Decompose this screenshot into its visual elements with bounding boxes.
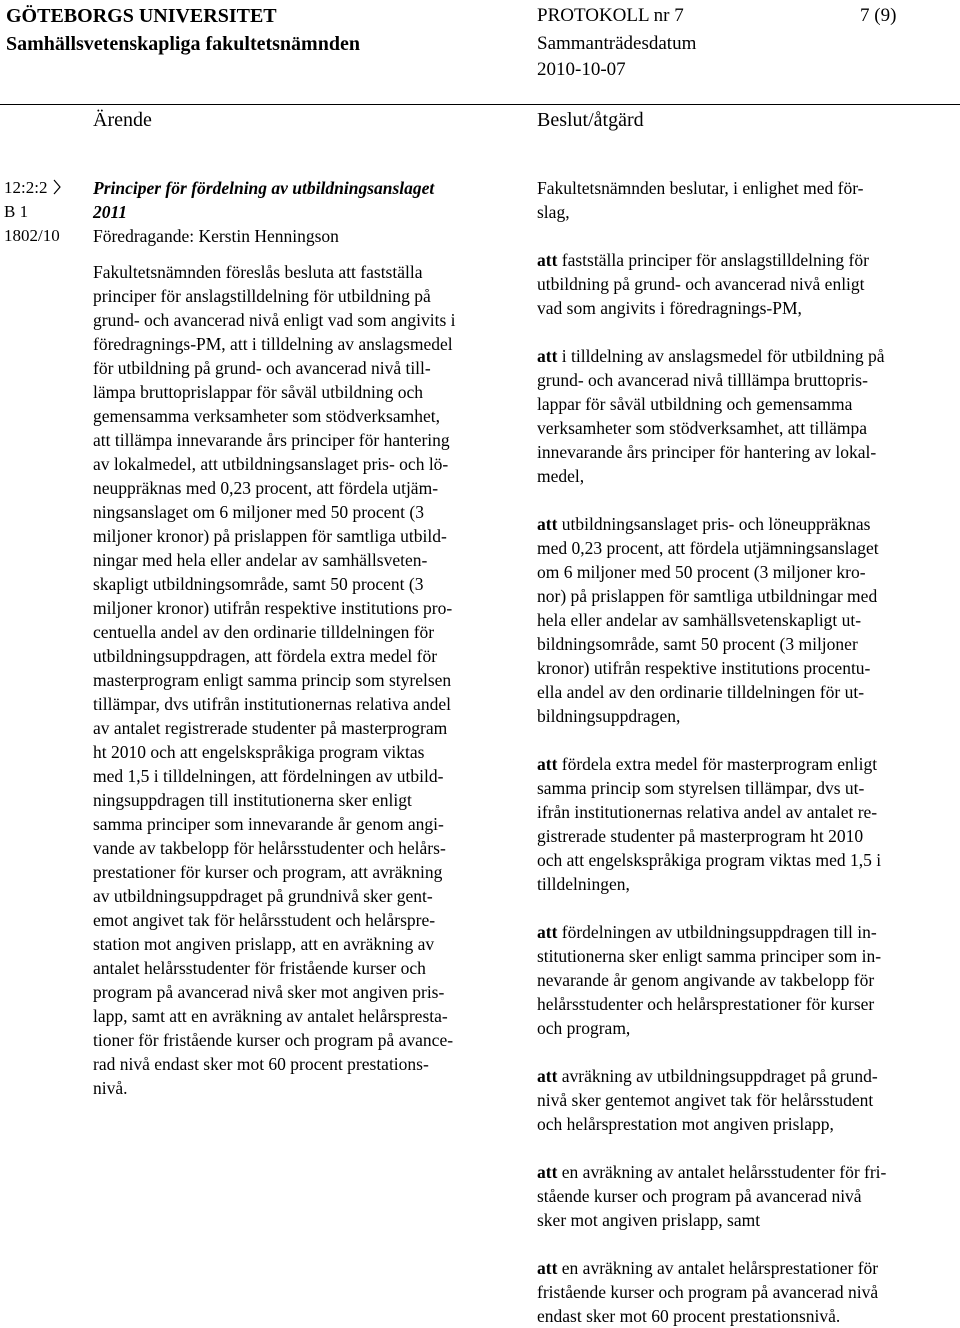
proposal-line: gemensamma verksamheter som stödverksamhet, — [93, 406, 440, 426]
proposal-line: skapligt utbildningsområde, samt 50 procent (3 — [93, 574, 424, 594]
proposal-text — [93, 260, 523, 1100]
matter-column — [93, 176, 523, 1100]
proposal-line: för utbildning på grund- och avancerad nivå till- — [93, 358, 431, 378]
decision-line — [537, 1064, 957, 1088]
decision-paragraph — [537, 248, 957, 320]
proposal-line: program på avancerad nivå sker mot angiven pris- — [93, 982, 445, 1002]
item-title-line: Principer för fördelning av utbildningsanslaget — [93, 178, 435, 198]
proposal-line: emot angivet tak för helårsstudent och helårspre- — [93, 910, 436, 930]
page-number: 7 (9) — [860, 5, 897, 26]
decision-line: och att engelskspråkiga program viktas med 1,5 i — [537, 850, 882, 870]
decision-paragraph — [537, 1064, 957, 1136]
proposal-line: station mot angiven prislapp, att en avräkning av — [93, 934, 435, 954]
column-heading-matter: Ärende — [93, 109, 152, 131]
decision-line — [537, 920, 957, 944]
proposal-line: samma principer som innevarande år genom angi- — [93, 814, 444, 834]
meeting-date: 2010-10-07 — [537, 59, 626, 80]
decision-line: grund- och avancerad nivå tilllämpa bruttopris- — [537, 370, 868, 390]
decision-line-text: en avräkning av antalet helårsprestationer för — [557, 1258, 879, 1278]
decision-line — [537, 248, 957, 272]
proposal-line: tioner för fristående kurser och program på avance- — [93, 1030, 454, 1050]
proposal-line: av lokalmedel, att utbildningsanslaget pris- och lö- — [93, 454, 449, 474]
decision-column — [537, 176, 957, 1328]
decision-line-text: fördelningen av utbildningsuppdragen till in- — [557, 922, 877, 942]
proposal-line: ningsanslaget om 6 miljoner med 50 procent (3 — [93, 502, 424, 522]
faculty-board-name: Samhällsvetenskapliga fakultetsnämnden — [6, 33, 360, 55]
decision-intro — [537, 176, 957, 224]
item-reference — [4, 176, 61, 248]
proposal-line: med 1,5 i tilldelningen, att fördelningen av utbild- — [93, 766, 444, 786]
decision-line: fristående kurser och program på avancerad nivå — [537, 1282, 879, 1302]
decision-line: lappar för såväl utbildning och gemensamma — [537, 394, 853, 414]
proposal-line: ningsuppdragen till institutionerna sker enligt — [93, 790, 412, 810]
decision-line: ifrån institutionernas relativa andel av antalet re- — [537, 802, 878, 822]
decision-line-text: avräkning av utbildningsuppdraget på grund- — [557, 1066, 878, 1086]
proposal-line: prestationer för kurser och program, att avräkning — [93, 862, 443, 882]
decision-line — [537, 1256, 957, 1280]
item-number: 12:2:2 — [4, 178, 48, 197]
proposal-line: nivå. — [93, 1078, 128, 1098]
proposal-line: av antalet registrerade studenter på masterprogram — [93, 718, 448, 738]
decision-keyword: att — [537, 1258, 558, 1278]
protocol-number: PROTOKOLL nr 7 — [537, 5, 684, 26]
proposal-line: tillämpar, dvs utifrån institutionernas relativa andel — [93, 694, 451, 714]
proposal-line: vande av takbelopp för helårsstudenter och helårs- — [93, 838, 446, 858]
item-title — [93, 176, 523, 224]
header-rule — [0, 104, 960, 105]
decision-line: tilldelningen, — [537, 874, 630, 894]
item-diary-number: 1802/10 — [4, 226, 60, 245]
decision-line: nevarande år genom angivande av takbelopp för — [537, 970, 875, 990]
proposal-line: lämpa bruttoprislappar för såväl utbildning och — [93, 382, 423, 402]
decision-line: stående kurser och program på avancerad nivå — [537, 1186, 862, 1206]
decision-line: med 0,23 procent, att fördela utjämningsanslaget — [537, 538, 879, 558]
decision-keyword: att — [537, 754, 558, 774]
decision-line: vad som angivits i föredragnings-PM, — [537, 298, 802, 318]
decision-line: sker mot angiven prislapp, samt — [537, 1210, 761, 1230]
decision-paragraph — [537, 512, 957, 728]
university-name: GÖTEBORGS UNIVERSITET — [6, 5, 277, 27]
decision-keyword: att — [537, 250, 558, 270]
decision-line: om 6 miljoner med 50 procent (3 miljoner kro- — [537, 562, 866, 582]
decision-line — [537, 752, 957, 776]
decision-line-text: fastställa principer för anslagstilldelning för — [557, 250, 869, 270]
decision-line: och program, — [537, 1018, 631, 1038]
decision-line: gistrerade studenter på masterprogram ht 2010 — [537, 826, 864, 846]
decision-line: utbildning på grund- och avancerad nivå enligt — [537, 274, 865, 294]
proposal-line: antalet helårsstudenter för fristående kurser och — [93, 958, 426, 978]
proposal-line: masterprogram enligt samma princip som styrelsen — [93, 670, 452, 690]
decision-paragraph — [537, 752, 957, 896]
decision-line: ella andel av den ordinarie tilldelningen för ut- — [537, 682, 865, 702]
proposal-line: grund- och avancerad nivå enligt vad som angivits i — [93, 310, 456, 330]
decision-line: verksamheter som stödverksamhet, att tillämpa — [537, 418, 867, 438]
proposal-line: neuppräknas med 0,23 procent, att fördela utjäm- — [93, 478, 439, 498]
decision-line: och helårsprestation mot angiven prislapp, — [537, 1114, 834, 1134]
column-heading-decision: Beslut/åtgärd — [537, 109, 644, 131]
item-title-line: 2011 — [93, 202, 128, 222]
decision-paragraph — [537, 344, 957, 488]
decision-keyword: att — [537, 922, 558, 942]
meeting-date-label: Sammanträdesdatum — [537, 33, 697, 54]
decision-line: helårsstudenter och helårsprestationer för kurser — [537, 994, 875, 1014]
decision-line-text: fördela extra medel för masterprogram enligt — [557, 754, 878, 774]
item-code: B 1 — [4, 202, 29, 221]
decision-line: nor) på prislappen för samtliga utbildningar med — [537, 586, 878, 606]
proposal-line: ningar med hela eller andelar av samhällsveten- — [93, 550, 428, 570]
decision-line: bildningsuppdragen, — [537, 706, 681, 726]
proposal-line: miljoner kronor) utifrån respektive institutions pro- — [93, 598, 453, 618]
decision-line — [537, 344, 957, 368]
decision-keyword: att — [537, 1162, 558, 1182]
proposal-line: föredragnings-PM, att i tilldelning av anslagsmedel — [93, 334, 453, 354]
decision-line: bildningsområde, samt 50 procent (3 miljoner — [537, 634, 858, 654]
decision-line-text: utbildningsanslaget pris- och löneuppräknas — [557, 514, 871, 534]
decision-line — [537, 512, 957, 536]
decision-line: kronor) utifrån respektive institutions procentu- — [537, 658, 871, 678]
decision-line — [537, 1160, 957, 1184]
decision-intro-line: slag, — [537, 202, 570, 222]
proposal-line: miljoner kronor) på prislappen för samtliga utbild- — [93, 526, 447, 546]
decision-line: innevarande års principer för hantering av lokal- — [537, 442, 877, 462]
decision-keyword: att — [537, 514, 558, 534]
decision-paragraph — [537, 920, 957, 1040]
decision-line-text: en avräkning av antalet helårsstudenter för fri- — [557, 1162, 887, 1182]
proposal-line: principer för anslagstilldelning för utbildning på — [93, 286, 431, 306]
proposal-line: rad nivå endast sker mot 60 procent prestations- — [93, 1054, 429, 1074]
proposal-line: ht 2010 och att engelskspråkiga program viktas — [93, 742, 425, 762]
proposal-line: Fakultetsnämnden föreslås besluta att fastställa — [93, 262, 423, 282]
presenter: Föredragande: Kerstin Henningson — [93, 226, 339, 246]
decision-paragraph — [537, 1160, 957, 1232]
decision-line: samma princip som styrelsen tillämpar, dvs ut- — [537, 778, 865, 798]
decision-paragraph — [537, 1256, 957, 1328]
decision-keyword: att — [537, 346, 558, 366]
pointer-arrow-icon — [53, 179, 61, 195]
decision-line: endast sker mot 60 procent prestationsnivå. — [537, 1306, 841, 1326]
proposal-line: utbildningsuppdragen, att fördela extra medel för — [93, 646, 438, 666]
proposal-line: att tillämpa innevarande års principer för hantering — [93, 430, 450, 450]
proposal-line: centuella andel av den ordinarie tilldelningen för — [93, 622, 435, 642]
proposal-line: av utbildningsuppdraget på grundnivå sker gent- — [93, 886, 433, 906]
decision-line: hela eller andelar av samhällsvetenskapligt ut- — [537, 610, 862, 630]
decision-intro-line: Fakultetsnämnden beslutar, i enlighet med för- — [537, 178, 864, 198]
decision-line-text: i tilldelning av anslagsmedel för utbildning på — [557, 346, 885, 366]
decision-line: nivå sker gentemot angivet tak för helårsstudent — [537, 1090, 874, 1110]
decision-line: stitutionerna sker enligt samma principer som in- — [537, 946, 882, 966]
proposal-line: lapp, samt att en avräkning av antalet helårspresta- — [93, 1006, 448, 1026]
decision-line: medel, — [537, 466, 585, 486]
decision-keyword: att — [537, 1066, 558, 1086]
